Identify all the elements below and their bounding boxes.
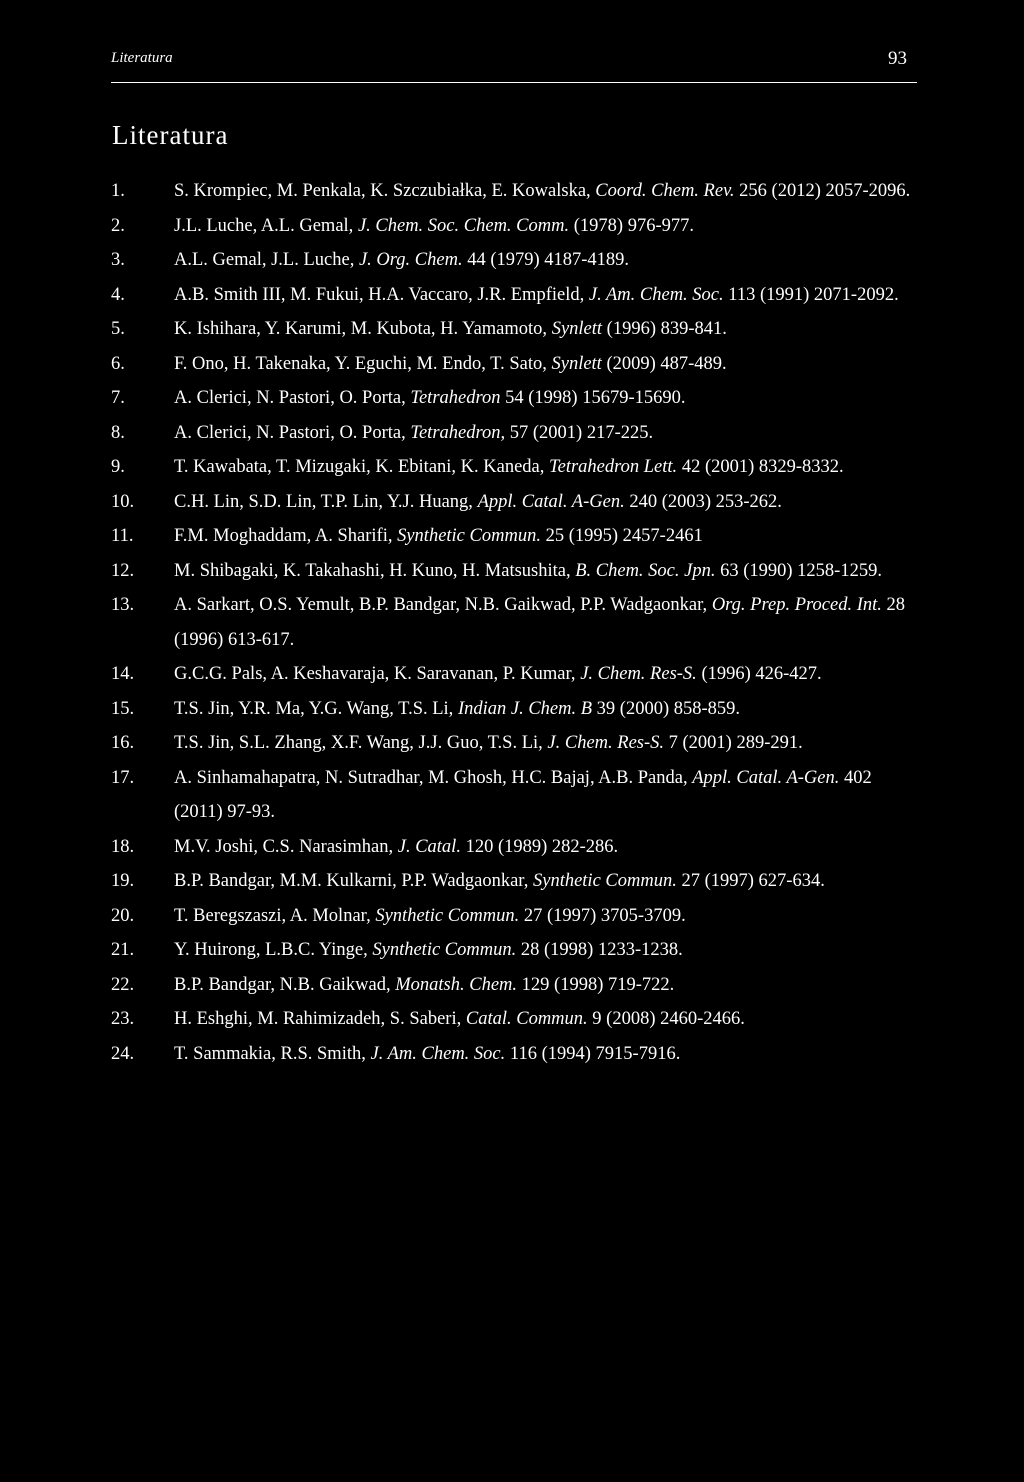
journal-name: J. Chem. Soc. Chem. Comm. xyxy=(357,215,570,236)
reference-number: 8. xyxy=(111,422,125,443)
journal-name: J. Org. Chem. xyxy=(358,250,463,270)
reference-segment: Y. Huirong, L.B.C. Yinge, xyxy=(174,940,373,960)
reference-number: 16. xyxy=(111,733,135,753)
reference-number: 15. xyxy=(111,698,135,719)
reference-segment: 240 (2003) 253-262. xyxy=(624,491,782,512)
reference-item xyxy=(111,174,911,209)
reference-segment: 54 (1998) 15679-15690. xyxy=(500,388,686,408)
reference-item xyxy=(111,450,911,485)
reference-item xyxy=(111,726,911,761)
reference-text xyxy=(174,485,911,520)
reference-segment: 39 (2000) 858-859. xyxy=(592,698,741,719)
reference-text xyxy=(174,899,911,934)
reference-segment: A.B. Smith III, M. Fukui, H.A. Vaccaro, J.R. Empfield, xyxy=(174,284,589,305)
reference-segment: B.P. Bandgar, M.M. Kulkarni, P.P. Wadgaonkar, xyxy=(174,871,533,891)
reference-segment: (1996) 426-427. xyxy=(696,664,822,684)
reference-segment: A. Clerici, N. Pastori, O. Porta, xyxy=(174,422,411,443)
journal-name: J. Am. Chem. Soc. xyxy=(588,284,724,305)
reference-item xyxy=(111,761,911,830)
reference-text xyxy=(174,933,911,968)
reference-text xyxy=(174,1037,911,1072)
reference-segment: T. Beregszaszi, A. Molnar, xyxy=(174,905,376,926)
reference-text xyxy=(174,554,911,589)
reference-segment: 113 (1991) 2071-2092. xyxy=(723,284,899,305)
reference-item xyxy=(111,381,911,416)
journal-name: B. Chem. Soc. Jpn. xyxy=(575,560,716,581)
reference-item xyxy=(111,243,911,278)
reference-segment: (1996) 839-841. xyxy=(602,319,727,339)
reference-segment: T. Sammakia, R.S. Smith, xyxy=(174,1043,371,1064)
reference-text xyxy=(174,347,911,382)
reference-item xyxy=(111,485,911,520)
journal-name: Tetrahedron Lett. xyxy=(549,457,678,477)
section-title: Literatura xyxy=(112,120,229,150)
reference-text xyxy=(174,692,911,727)
page-number: 93 xyxy=(888,48,907,69)
reference-number: 11. xyxy=(111,526,134,546)
journal-name: Synthetic Commun. xyxy=(397,526,541,546)
reference-text xyxy=(174,761,911,830)
reference-segment: 63 (1990) 1258-1259. xyxy=(715,560,882,581)
reference-number: 1. xyxy=(111,181,125,201)
reference-segment: 28 (1996) 613-617. xyxy=(174,595,905,650)
reference-item xyxy=(111,830,911,865)
reference-segment: A. Clerici, N. Pastori, O. Porta, xyxy=(174,388,411,408)
reference-number: 23. xyxy=(111,1009,135,1029)
reference-segment: 402 (2011) 97-93. xyxy=(174,767,872,822)
journal-name: Synlett xyxy=(551,319,603,339)
journal-name: Synthetic Commun. xyxy=(532,871,677,891)
journal-name: Catal. Commun. xyxy=(465,1009,588,1029)
reference-text xyxy=(174,519,911,554)
journal-name: J. Chem. Res-S. xyxy=(547,733,665,753)
reference-item xyxy=(111,899,911,934)
reference-number: 5. xyxy=(111,319,125,339)
reference-number: 24. xyxy=(111,1043,135,1064)
reference-segment: A. Sarkart, O.S. Yemult, B.P. Bandgar, N.B. Gaikwad, P.P. Wadgaonkar, xyxy=(174,595,712,615)
reference-item xyxy=(111,347,911,382)
reference-segment: M.V. Joshi, C.S. Narasimhan, xyxy=(174,836,398,857)
reference-segment: T.S. Jin, Y.R. Ma, Y.G. Wang, T.S. Li, xyxy=(174,698,458,719)
reference-segment: 57 (2001) 217-225. xyxy=(505,422,654,443)
journal-name: Synthetic Commun. xyxy=(375,905,520,926)
reference-segment: K. Ishihara, Y. Karumi, M. Kubota, H. Yamamoto, xyxy=(174,319,552,339)
reference-segment: (2009) 487-489. xyxy=(601,353,727,374)
reference-number: 12. xyxy=(111,560,135,581)
journal-name: Indian J. Chem. B xyxy=(457,698,593,719)
reference-segment: 27 (1997) 3705-3709. xyxy=(519,905,686,926)
running-header xyxy=(111,46,917,83)
journal-name: Coord. Chem. Rev. xyxy=(595,181,735,201)
reference-number: 19. xyxy=(111,871,135,891)
reference-item xyxy=(111,1002,911,1037)
journal-name: Tetrahedron xyxy=(410,388,501,408)
reference-item xyxy=(111,312,911,347)
reference-item xyxy=(111,1037,911,1072)
journal-name: J. Chem. Res-S. xyxy=(580,664,697,684)
reference-list xyxy=(111,174,911,1071)
reference-text xyxy=(174,657,911,692)
reference-segment: T.S. Jin, S.L. Zhang, X.F. Wang, J.J. Guo, T.S. Li, xyxy=(174,733,548,753)
reference-segment: T. Kawabata, T. Mizugaki, K. Ebitani, K. Kaneda, xyxy=(174,457,550,477)
reference-segment: A. Sinhamahapatra, N. Sutradhar, M. Ghosh, H.C. Bajaj, A.B. Panda, xyxy=(174,767,693,788)
reference-segment: 9 (2008) 2460-2466. xyxy=(587,1009,745,1029)
reference-text xyxy=(174,830,911,865)
reference-number: 9. xyxy=(111,457,125,477)
reference-segment: 42 (2001) 8329-8332. xyxy=(677,457,844,477)
reference-text xyxy=(174,243,911,278)
reference-item xyxy=(111,209,911,244)
reference-number: 13. xyxy=(111,595,135,615)
reference-segment: C.H. Lin, S.D. Lin, T.P. Lin, Y.J. Huang, xyxy=(174,491,478,512)
reference-number: 14. xyxy=(111,664,135,684)
reference-number: 3. xyxy=(111,250,125,270)
reference-text xyxy=(174,450,911,485)
reference-text xyxy=(174,278,911,313)
journal-name: Tetrahedron, xyxy=(410,422,506,443)
reference-segment: 129 (1998) 719-722. xyxy=(517,974,675,995)
reference-segment: 120 (1989) 282-286. xyxy=(460,836,619,857)
journal-name: Appl. Catal. A-Gen. xyxy=(477,491,625,512)
reference-segment: 44 (1979) 4187-4189. xyxy=(462,250,630,270)
reference-text xyxy=(174,416,911,451)
reference-segment: G.C.G. Pals, A. Keshavaraja, K. Saravanan, P. Kumar, xyxy=(174,664,581,684)
reference-item xyxy=(111,657,911,692)
journal-name: Monatsh. Chem. xyxy=(395,974,518,995)
reference-text xyxy=(174,209,911,244)
journal-name: J. Am. Chem. Soc. xyxy=(370,1043,506,1064)
reference-number: 20. xyxy=(111,905,135,926)
reference-segment: 7 (2001) 289-291. xyxy=(664,733,803,753)
reference-number: 6. xyxy=(111,353,125,374)
reference-item xyxy=(111,588,911,657)
reference-number: 4. xyxy=(111,284,125,305)
reference-number: 18. xyxy=(111,836,135,857)
reference-text xyxy=(174,381,911,416)
reference-text xyxy=(174,174,911,209)
reference-segment: J.L. Luche, A.L. Gemal, xyxy=(174,215,358,236)
reference-text xyxy=(174,312,911,347)
reference-segment: 27 (1997) 627-634. xyxy=(676,871,825,891)
reference-segment: M. Shibagaki, K. Takahashi, H. Kuno, H. Matsushita, xyxy=(174,560,576,581)
reference-number: 2. xyxy=(111,215,125,236)
reference-item xyxy=(111,519,911,554)
reference-segment: A.L. Gemal, J.L. Luche, xyxy=(174,250,359,270)
reference-item xyxy=(111,692,911,727)
reference-number: 10. xyxy=(111,491,135,512)
reference-segment: 28 (1998) 1233-1238. xyxy=(516,940,683,960)
reference-item xyxy=(111,933,911,968)
reference-segment: H. Eshghi, M. Rahimizadeh, S. Saberi, xyxy=(174,1009,466,1029)
reference-item xyxy=(111,554,911,589)
reference-segment: 25 (1995) 2457-2461 xyxy=(540,526,703,546)
reference-segment: S. Krompiec, M. Penkala, K. Szczubiałka, E. Kowalska, xyxy=(174,181,596,201)
reference-number: 21. xyxy=(111,940,135,960)
reference-segment: F. Ono, H. Takenaka, Y. Eguchi, M. Endo, T. Sato, xyxy=(174,353,552,374)
reference-item xyxy=(111,278,911,313)
reference-segment: F.M. Moghaddam, A. Sharifi, xyxy=(174,526,398,546)
journal-name: Synlett xyxy=(551,353,602,374)
reference-segment: 116 (1994) 7915-7916. xyxy=(505,1043,681,1064)
reference-number: 22. xyxy=(111,974,135,995)
reference-text xyxy=(174,1002,911,1037)
running-title: Literatura xyxy=(111,50,173,66)
journal-name: Appl. Catal. A-Gen. xyxy=(692,767,840,788)
reference-text xyxy=(174,588,911,657)
reference-segment: (1978) 976-977. xyxy=(569,215,694,236)
reference-item xyxy=(111,864,911,899)
reference-text xyxy=(174,726,911,761)
reference-segment: B.P. Bandgar, N.B. Gaikwad, xyxy=(174,974,396,995)
journal-name: Synthetic Commun. xyxy=(372,940,517,960)
reference-item xyxy=(111,416,911,451)
reference-item xyxy=(111,968,911,1003)
reference-text xyxy=(174,968,911,1003)
reference-number: 17. xyxy=(111,767,135,788)
reference-text xyxy=(174,864,911,899)
journal-name: Org. Prep. Proced. Int. xyxy=(711,595,882,615)
reference-segment: 256 (2012) 2057-2096. xyxy=(734,181,911,201)
journal-name: J. Catal. xyxy=(397,836,461,857)
reference-number: 7. xyxy=(111,388,125,408)
